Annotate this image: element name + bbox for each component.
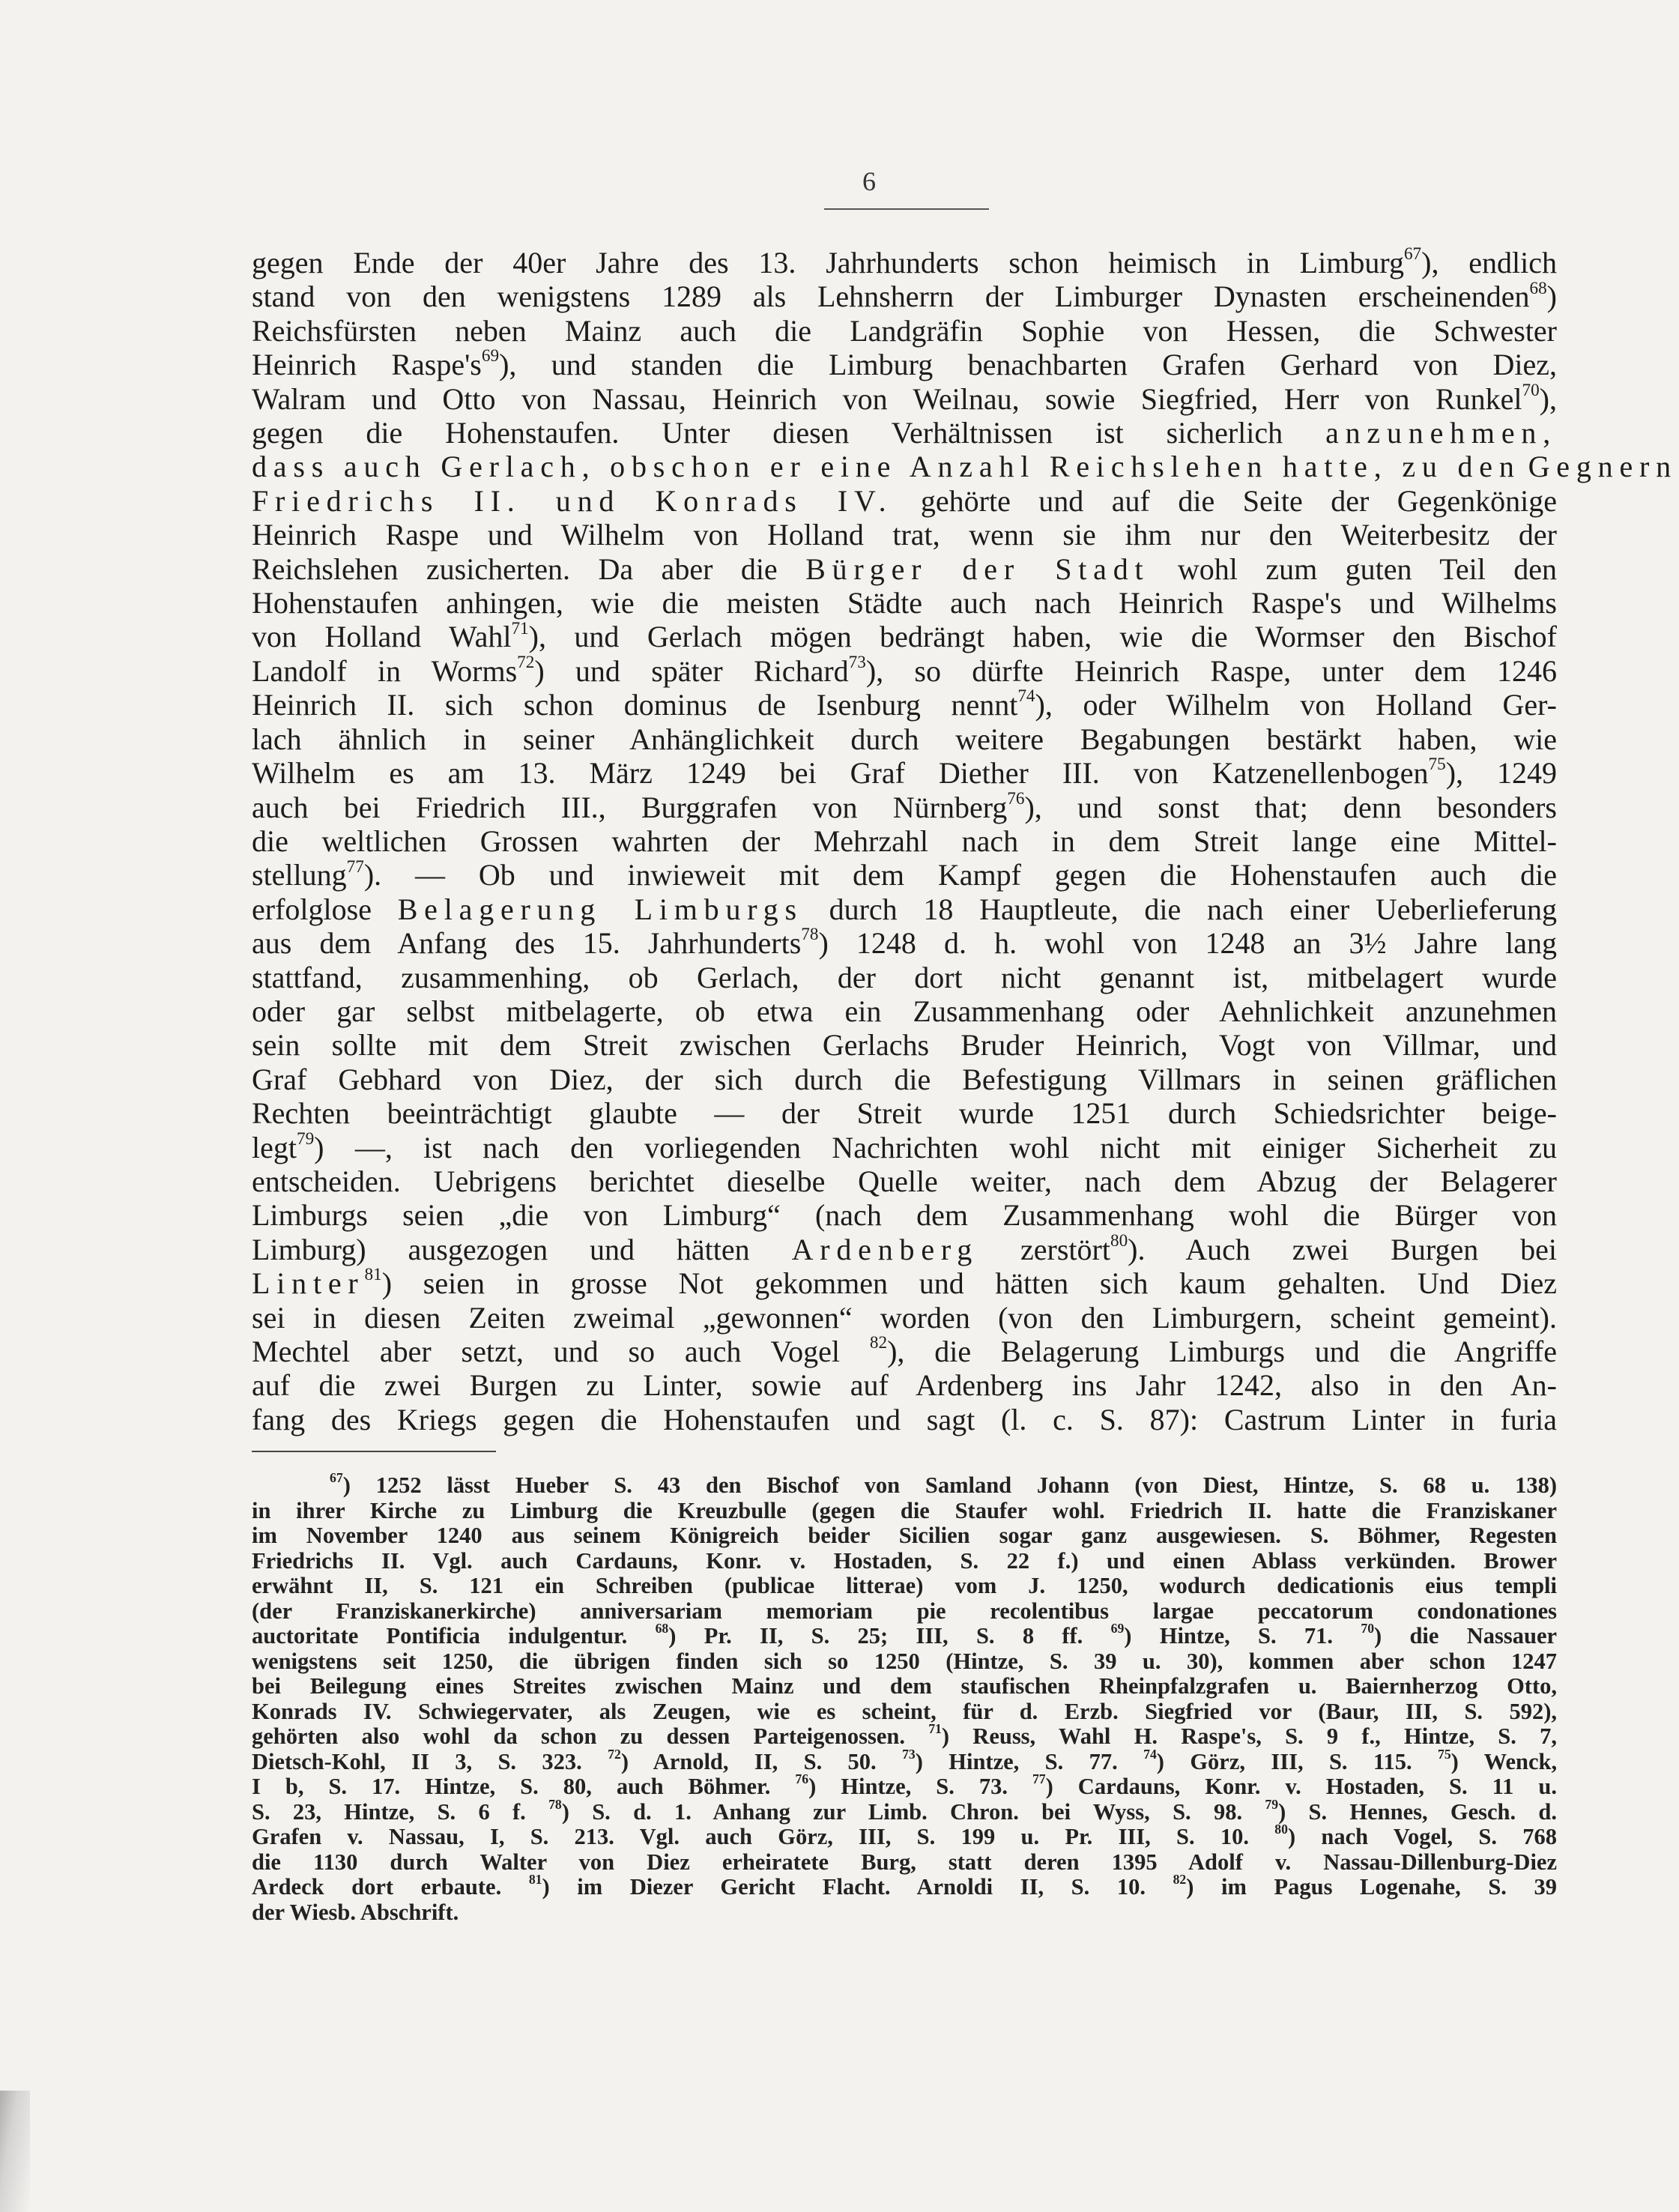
text-run: ) Cardauns, Konr. v. Hostaden, S. 11 u.	[1045, 1774, 1557, 1799]
body-line	[252, 586, 1557, 620]
body-line	[252, 788, 1557, 824]
text-run: ), endlich	[1421, 246, 1558, 279]
text-run: S. 23, Hintze, S. 6 f.	[252, 1798, 526, 1825]
footnotes	[252, 1470, 1558, 1925]
body-line	[252, 688, 1557, 722]
text-run: fang des Kriegs gegen die Hohenstaufen und sagt (l. c. S. 87): Castrum Linter in furia	[252, 1402, 1557, 1436]
text-run: Reichsfürsten neben Mainz auch die Landgräfin Sophie von Hessen, die Schwester	[252, 313, 1557, 348]
body-line	[252, 314, 1557, 348]
text-run: die 1130 durch Walter von Diez erheiratete Burg, statt deren 1395 Adolf v. Nassau-Dillenburg-Diez	[252, 1849, 1557, 1875]
text-run: Limburgs seien „die von Limburg“ (nach dem Zusammenhang wohl die Bürger von	[252, 1198, 1557, 1233]
footnote-ref: 79	[296, 1128, 315, 1149]
footnote-ref: 76	[1007, 788, 1025, 809]
text-run: ) im Diezer Gericht Flacht. Arnoldi II, S. 10.	[542, 1874, 1146, 1900]
footnote-line	[252, 1872, 1558, 1900]
footnote-ref: 78	[801, 925, 819, 945]
text-run: Heinrich Raspe's	[252, 348, 482, 382]
text-run: stand von den wenigstens 1289 als Lehnsherrn der Limburger Dynasten erscheinenden	[252, 279, 1530, 314]
body-line	[252, 416, 1557, 450]
body-line	[252, 926, 1557, 960]
footnote-marker: 82	[1173, 1872, 1187, 1888]
footnote-marker: 80	[1274, 1822, 1288, 1837]
text-run: auf die zwei Burgen zu Linter, sowie auf Ardenberg ins Jahr 1242, also in den An-	[252, 1368, 1557, 1403]
text-run: bei Beilegung eines Streites zwischen Mainz und dem staufischen Rheinpfalzgrafen u. Baiernherzog Otto,	[252, 1673, 1557, 1699]
body-line	[252, 246, 1557, 279]
text-run: ) Hintze, S. 77.	[915, 1748, 1118, 1774]
text-run: ), und standen die Limburg benachbarten Grafen Gerhard von Diez,	[499, 348, 1558, 382]
text-run: Reichslehen zusicherten. Da aber die	[252, 552, 778, 586]
body-line	[252, 756, 1557, 790]
text-run: ), 1249	[1445, 756, 1557, 791]
body-line	[252, 1230, 1557, 1266]
text-run: ) Reuss, Wahl H. Raspe's, S. 9 f., Hintze, S. 7,	[941, 1723, 1558, 1749]
text-run: ) Hintze, S. 71.	[1124, 1623, 1334, 1649]
emphasized-text: Ardenberg	[791, 1232, 979, 1266]
footnote-marker: 74	[1143, 1746, 1157, 1762]
text-run: ) 1252 lässt Hueber S. 43 den Bischof von Samland Johann (von Diest, Hintze, S. 68 u. 138)	[342, 1472, 1557, 1498]
text-run: zerstört	[1020, 1232, 1110, 1266]
body-line	[252, 1096, 1557, 1130]
footnote-marker: 70	[1361, 1621, 1375, 1637]
footnote-line	[252, 1674, 1557, 1699]
text-run: stellung	[252, 858, 347, 892]
footnote-line	[252, 1523, 1557, 1549]
text-run: ) und später Richard	[534, 653, 849, 688]
footnote-line	[252, 1549, 1557, 1574]
text-run: Grafen v. Nassau, I, S. 213. Vgl. auch Görz, III, S. 199 u. Pr. III, S. 10.	[252, 1824, 1250, 1849]
emphasized-text: Linter	[252, 1266, 365, 1301]
text-run: Rechten beeinträchtigt glaubte — der Streit wurde 1251 durch Schiedsrichter beige-	[252, 1096, 1557, 1131]
footnote-line	[252, 1746, 1558, 1775]
emphasized-text: Gegnern	[1528, 450, 1678, 484]
footnote-ref: 82	[869, 1333, 888, 1353]
footnote-ref: 70	[1522, 380, 1540, 400]
footnote-line	[252, 1699, 1557, 1725]
footnote-marker: 69	[1110, 1621, 1125, 1637]
footnote-ref: 75	[1428, 755, 1446, 775]
body-line	[252, 1063, 1557, 1096]
body-line	[252, 518, 1557, 552]
footnote-marker: 71	[928, 1721, 942, 1737]
body-line	[252, 279, 1557, 313]
text-run: ) Görz, III, S. 115.	[1156, 1748, 1412, 1774]
text-run: sei in diesen Zeiten zweimal „gewonnen“ worden (von den Limburgern, scheint gemeint).	[252, 1300, 1557, 1335]
footnote-ref: 71	[511, 618, 529, 638]
footnote-marker: 77	[1032, 1771, 1046, 1787]
footnote-ref: 69	[481, 346, 500, 366]
text-run: Hohenstaufen anhingen, wie die meisten Städte auch nach Heinrich Raspe's und Wilhelms	[252, 586, 1557, 620]
text-run: in ihrer Kirche zu Limburg die Kreuzbulle (gegen die Staufer wohl. Friedrich II. hatte die Franziskaner	[252, 1497, 1557, 1523]
emphasized-text: Friedrichs II. und Konrads IV.	[252, 483, 893, 518]
body-line	[252, 994, 1557, 1028]
body-line	[252, 858, 1557, 892]
text-run: von Holland Wahl	[252, 620, 512, 654]
footnote-line	[252, 1621, 1558, 1649]
text-run: ) S. Hennes, Gesch. d.	[1278, 1798, 1558, 1825]
footnote-marker: 79	[1265, 1796, 1279, 1812]
text-run: gehörte und auf die Seite der Gegenkönige	[920, 483, 1558, 518]
text-run: wenigstens seit 1250, die übrigen finden sich so 1250 (Hintze, S. 39 u. 30), kommen aber schon 1247	[252, 1648, 1557, 1674]
body-line	[252, 382, 1557, 416]
footnote-marker: 72	[608, 1746, 621, 1762]
text-run: sein sollte mit dem Streit zwischen Gerlachs Bruder Heinrich, Vogt von Villmar, und	[252, 1028, 1557, 1063]
footnote-ref: 68	[1529, 278, 1547, 298]
body-text	[252, 244, 1678, 1436]
text-run: lach ähnlich in seiner Anhänglichkeit durch weitere Begabungen bestärkt haben, wie	[252, 722, 1557, 756]
footnote-ref: 74	[1017, 686, 1035, 707]
footnote-line	[252, 1822, 1557, 1850]
text-run: ), und Gerlach mögen bedrängt haben, wie die Wormser den Bischof	[528, 620, 1557, 654]
text-run: ) 1248 d. h. wohl von 1248 an 3½ Jahre lang	[818, 926, 1557, 961]
text-run: erwähnt II, S. 121 ein Schreiben (publicae litterae) vom J. 1250, wodurch dedicationis eius templi	[252, 1573, 1557, 1598]
body-line	[252, 824, 1557, 858]
text-run: gegen Ende der 40er Jahre des 13. Jahrhunderts schon heimisch in Limburg	[252, 246, 1404, 279]
text-run: ). — Ob und inwieweit mit dem Kampf gegen die Hohenstaufen auch die	[363, 858, 1557, 892]
footnote-line	[252, 1900, 1557, 1926]
text-run: die weltlichen Grossen wahrten der Mehrzahl nach in dem Streit lange eine Mittel-	[252, 824, 1557, 858]
text-run: ) —, ist nach den vorliegenden Nachrichten wohl nicht mit einiger Sicherheit zu	[314, 1130, 1557, 1164]
text-run: stattfand, zusammenhing, ob Gerlach, der dort nicht genannt ist, mitbelagert wurde	[252, 960, 1557, 994]
text-run: Friedrichs II. Vgl. auch Cardauns, Konr. v. Hostaden, S. 22 f.) und einen Ablass verkünden. Brower	[252, 1547, 1557, 1574]
text-run: ) S. d. 1. Anhang zur Limb. Chron. bei Wyss, S. 98.	[561, 1798, 1243, 1825]
text-run: auctoritate Pontificia indulgentur.	[252, 1623, 628, 1649]
footnote-marker: 75	[1437, 1746, 1451, 1762]
body-line	[252, 620, 1557, 653]
body-line	[252, 892, 1557, 926]
text-run: durch 18 Hauptleute, die nach einer Ueberlieferung	[829, 892, 1558, 926]
text-run: ) Pr. II, S. 25; III, S. 8 ff.	[668, 1623, 1083, 1649]
text-run: Heinrich Raspe und Wilhelm von Holland trat, wenn sie ihm nur den Weiterbesitz der	[252, 518, 1557, 552]
body-line	[252, 1335, 1557, 1368]
text-run: Ardeck dort erbaute.	[252, 1874, 502, 1900]
body-line	[252, 450, 1678, 484]
body-line	[252, 1301, 1557, 1335]
footnote-line	[252, 1850, 1557, 1876]
text-run: Dietsch-Kohl, II 3, S. 323.	[252, 1748, 582, 1774]
text-run: wohl zum guten Teil den	[1177, 552, 1558, 586]
footnote-ref: 81	[364, 1265, 382, 1285]
emphasized-text: anzunehmen,	[1325, 416, 1557, 450]
body-line	[252, 1368, 1557, 1402]
text-run: ) Hintze, S. 73.	[808, 1774, 1008, 1799]
footnote-line	[252, 1574, 1557, 1599]
text-run: im November 1240 aus seinem Königreich beider Sicilien sogar ganz ausgewiesen. S. Böhmer, Regesten	[252, 1523, 1557, 1548]
footnote-marker: 76	[795, 1771, 809, 1787]
body-line	[252, 348, 1557, 381]
text-run: aus dem Anfang des 15. Jahrhunderts	[252, 926, 802, 961]
text-run: ). Auch zwei Burgen bei	[1128, 1232, 1557, 1266]
footnote-line	[252, 1470, 1557, 1499]
text-run: ) Wenck,	[1450, 1748, 1558, 1774]
text-run: ), und sonst that; denn besonders	[1024, 790, 1557, 824]
text-run: entscheiden. Uebrigens berichtet dieselbe Quelle weiter, nach dem Abzug der Belagerer	[252, 1164, 1557, 1198]
footnote-marker: 67	[330, 1470, 343, 1486]
footnote-line	[252, 1599, 1557, 1625]
text-run: ) Arnold, II, S. 50.	[620, 1748, 877, 1774]
text-run: Heinrich II. sich schon dominus de Isenburg nennt	[252, 688, 1018, 722]
text-run: Konrads IV. Schwiegervater, als Zeugen, wie es scheint, für d. Erzb. Siegfried vor (Baur, III, S. 592),	[252, 1698, 1557, 1724]
footnote-ref: 77	[346, 856, 364, 877]
text-run: ),	[1539, 381, 1557, 416]
text-run: ), die Belagerung Limburgs und die Angriffe	[887, 1335, 1558, 1368]
text-run: ) die Nassauer	[1374, 1623, 1558, 1649]
footnote-marker: 81	[528, 1872, 542, 1888]
text-run: ) seien in grosse Not gekommen und hätten sich kaum gehalten. Und Diez	[381, 1266, 1557, 1301]
footnote-ref: 80	[1110, 1230, 1128, 1251]
footnote-ref: 67	[1403, 244, 1422, 265]
body-line	[252, 722, 1557, 756]
text-run: erfolglose	[252, 892, 372, 926]
footnote-marker: 73	[902, 1746, 916, 1762]
footnote-ref: 73	[848, 653, 866, 673]
text-run: ), so dürfte Heinrich Raspe, unter dem 1246	[865, 653, 1557, 688]
body-line	[252, 1128, 1557, 1164]
footnote-marker: 78	[548, 1796, 562, 1812]
text-run: der Wiesb. Abschrift.	[252, 1899, 459, 1925]
body-line	[252, 484, 1557, 518]
page-number: 6	[862, 166, 876, 196]
text-run: gehörten also wohl da schon zu dessen Parteigenossen.	[252, 1723, 905, 1749]
emphasized-text: Belagerung Limburgs	[397, 892, 803, 926]
footnote-line	[252, 1771, 1557, 1800]
emphasized-text: dass auch Gerlach, obschon er eine Anzahl Reichslehen hatte, zu den	[252, 450, 1521, 484]
text-run: Graf Gebhard von Diez, der sich durch die Befestigung Villmars in seinen gräflichen	[252, 1062, 1557, 1096]
page-number-rule	[824, 208, 989, 210]
footnote-line	[252, 1796, 1558, 1825]
body-line	[252, 1266, 1557, 1300]
text-run: Mechtel aber setzt, und so auch Vogel	[252, 1335, 841, 1368]
text-run: ), oder Wilhelm von Holland Ger-	[1035, 688, 1557, 722]
footnote-line	[252, 1721, 1558, 1750]
body-line	[252, 1164, 1557, 1198]
body-line	[252, 654, 1557, 688]
text-run: gegen die Hohenstaufen. Unter diesen Verhältnissen ist sicherlich	[252, 416, 1283, 450]
text-run: oder gar selbst mitbelagerte, ob etwa ein Zusammenhang oder Aehnlichkeit anzunehmen	[252, 994, 1557, 1028]
footnote-line	[252, 1499, 1557, 1524]
text-run: (der Franziskanerkirche) anniversariam memoriam pie recolentibus largae peccatorum condonationes	[252, 1598, 1557, 1624]
footnote-line	[252, 1649, 1557, 1675]
text-run: )	[1546, 279, 1557, 314]
emphasized-text: Bürger der Stadt	[805, 552, 1150, 586]
body-line	[252, 961, 1557, 994]
body-line	[252, 1028, 1557, 1062]
footnote-ref: 72	[517, 653, 535, 673]
text-run: I b, S. 17. Hintze, S. 80, auch Böhmer.	[252, 1774, 771, 1799]
text-run: legt	[252, 1130, 297, 1164]
footnote-separator	[252, 1451, 496, 1452]
footnote-marker: 68	[655, 1621, 669, 1637]
body-line	[252, 1403, 1557, 1436]
text-run: Landolf in Worms	[252, 653, 518, 688]
text-run: auch bei Friedrich III., Burggrafen von Nürnberg	[252, 790, 1008, 824]
text-run: Walram und Otto von Nassau, Heinrich von Weilnau, sowie Siegfried, Herr von Runkel	[252, 381, 1522, 416]
text-run: Wilhelm es am 13. März 1249 bei Graf Diether III. von Katzenellenbogen	[252, 756, 1429, 791]
scan-shadow-edge	[0, 2091, 30, 2212]
body-line	[252, 552, 1557, 586]
text-run: Limburg) ausgezogen und hätten	[252, 1232, 750, 1266]
text-run: ) nach Vogel, S. 768	[1287, 1824, 1557, 1849]
body-line	[252, 1198, 1557, 1232]
text-run: ) im Pagus Logenahe, S. 39	[1186, 1874, 1558, 1900]
